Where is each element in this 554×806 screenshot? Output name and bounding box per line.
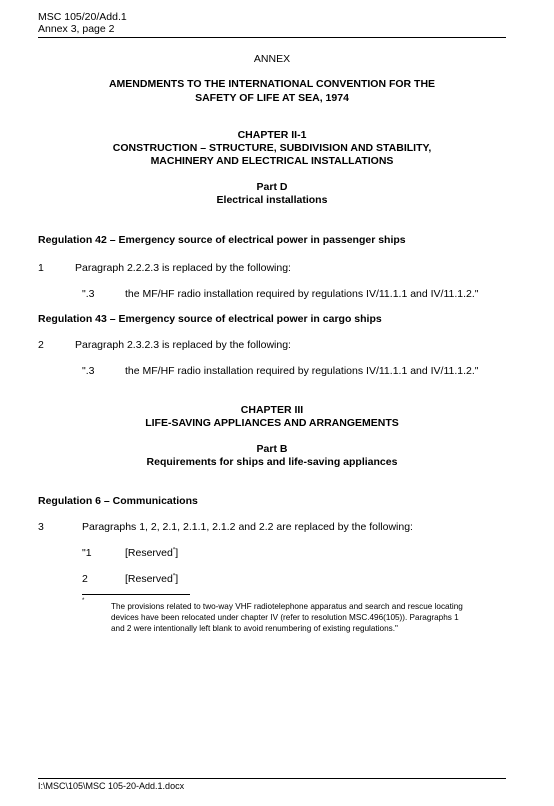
footnote-marker: * [82,598,85,604]
amendment-instruction: Paragraph 2.2.2.3 is replaced by the following: [75,262,291,274]
part-label: Part D [256,181,288,193]
footer-rule [38,778,506,779]
paragraph-number: ".3 [82,365,95,377]
regulation-heading: Regulation 43 – Emergency source of electrical power in cargo ships [38,313,382,325]
chapter-title: LIFE-SAVING APPLIANCES AND ARRANGEMENTS [145,417,399,429]
footnote-line: and 2 were intentionally left blank to avoid renumbering of existing regulations." [111,624,398,633]
paragraph-number: "1 [82,547,92,559]
regulation-heading: Regulation 42 – Emergency source of electrical power in passenger ships [38,234,406,246]
amendment-instruction: Paragraphs 1, 2, 2.1, 2.1.1, 2.1.2 and 2.2 are replaced by the following: [82,521,413,533]
part-title: Electrical installations [216,194,328,206]
page-reference: Annex 3, page 2 [38,23,115,35]
footnote-reference: * [172,573,176,580]
file-path: I:\MSC\105\MSC 105-20-Add.1.docx [38,781,185,791]
chapter-label: CHAPTER III [240,404,304,416]
amendment-number: 1 [38,262,44,274]
document-symbol: MSC 105/20/Add.1 [38,11,127,23]
reserved-text: [Reserved [125,573,173,585]
amendment-instruction: Paragraph 2.3.2.3 is replaced by the following: [75,339,291,351]
footnote-separator [82,594,190,595]
paragraph-number: ".3 [82,288,95,300]
document-title-line-2: SAFETY OF LIFE AT SEA, 1974 [195,92,349,104]
chapter-title-line-2: MACHINERY AND ELECTRICAL INSTALLATIONS [150,155,394,167]
paragraph-text: [Reserved*] [125,573,179,585]
chapter-title-line-1: CONSTRUCTION – STRUCTURE, SUBDIVISION AND STABILITY, [112,142,432,154]
paragraph-text: [Reserved*] [125,547,179,559]
paragraph-text: the MF/HF radio installation required by regulations IV/11.1.1 and IV/11.1.2." [125,288,479,300]
regulation-heading: Regulation 6 – Communications [38,495,198,507]
footnote-line: The provisions related to two-way VHF radiotelephone apparatus and search and rescue locating [111,602,463,611]
chapter-label: CHAPTER II-1 [237,129,307,141]
footnote-reference: * [172,547,176,554]
reserved-text: [Reserved [125,547,173,559]
amendment-number: 2 [38,339,44,351]
footnote-line: devices have been relocated under chapter IV (refer to resolution MSC.496(105)). Paragraphs 1 [111,613,459,622]
document-title-line-1: AMENDMENTS TO THE INTERNATIONAL CONVENTION FOR THE [108,78,436,90]
amendment-number: 3 [38,521,44,533]
annex-label: ANNEX [253,53,291,65]
header-rule [38,37,506,38]
paragraph-text: the MF/HF radio installation required by regulations IV/11.1.1 and IV/11.1.2." [125,365,479,377]
part-title: Requirements for ships and life-saving appliances [146,456,398,468]
part-label: Part B [256,443,288,455]
paragraph-number: 2 [82,573,88,585]
